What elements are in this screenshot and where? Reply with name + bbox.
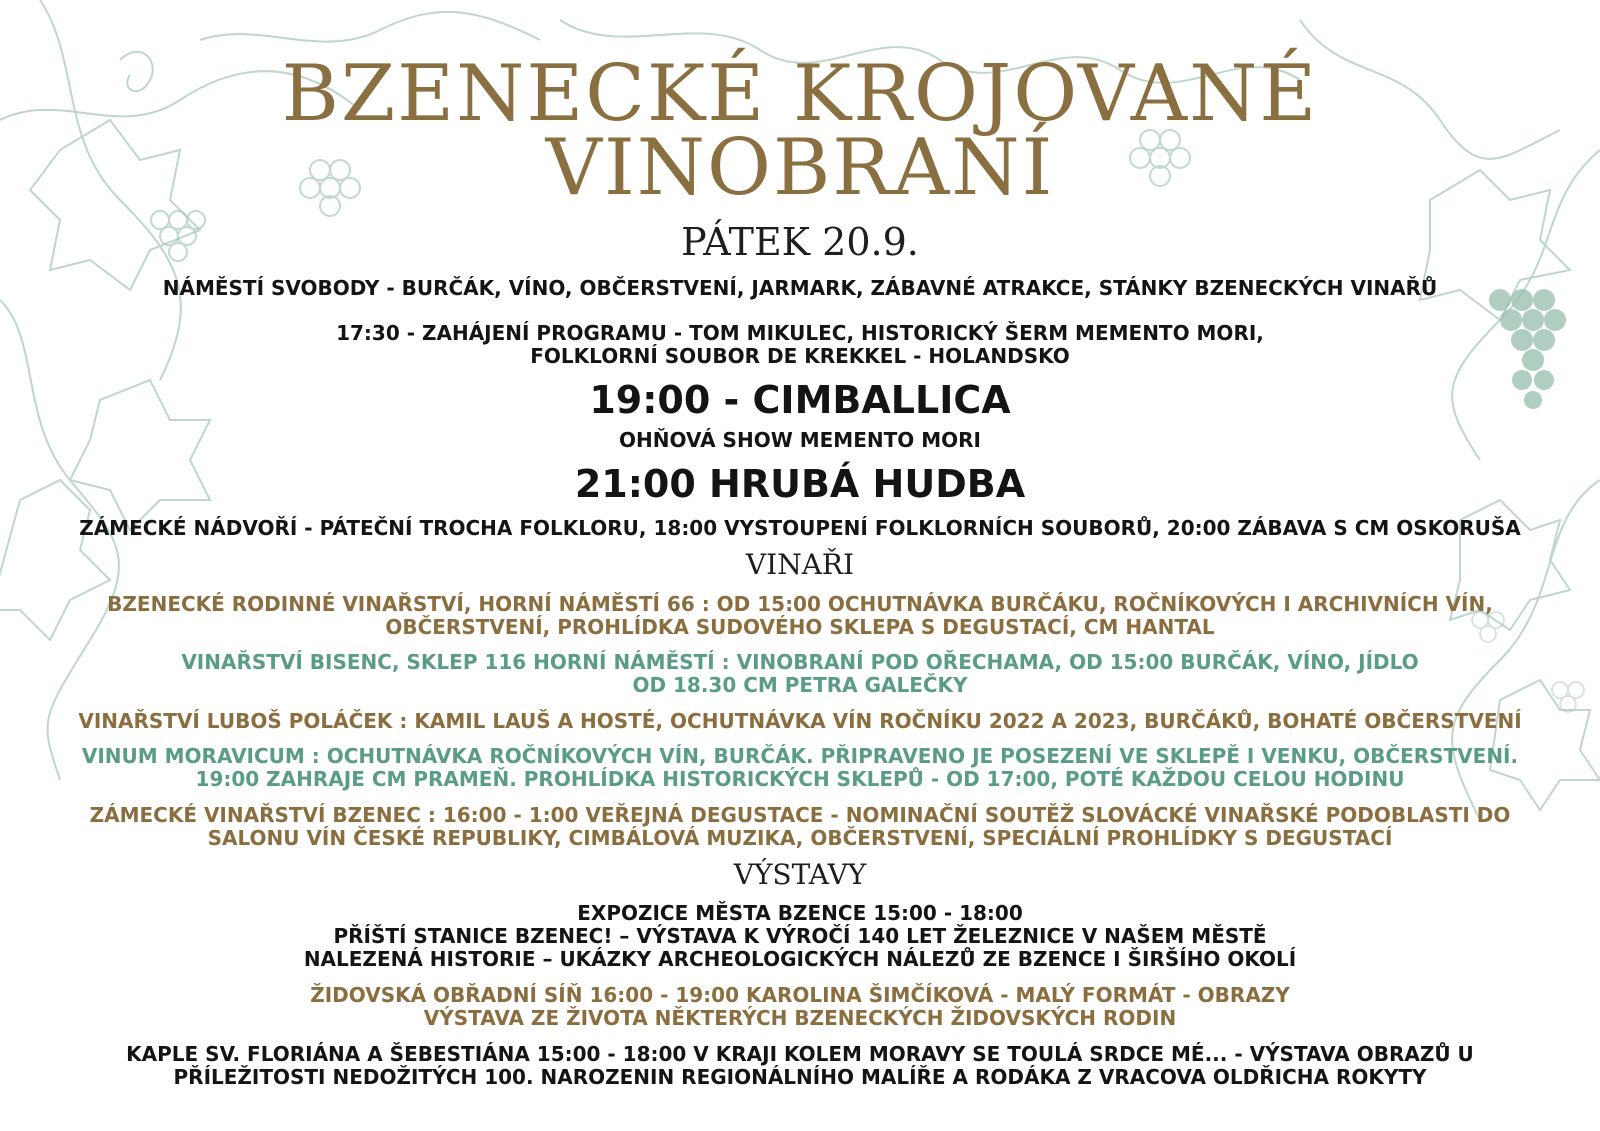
- expozice-line-3: NALEZENÁ HISTORIE – UKÁZKY ARCHEOLOGICKÝCH NÁLEZŮ ZE BZENCE I ŠIRŠÍHO OKOLÍ: [303, 947, 1297, 971]
- zamecke-vinarstvi-line-1: ZÁMECKÉ VINAŘSTVÍ BZENEC : 16:00 - 1:00 VEŘEJNÁ DEGUSTACE - NOMINAČNÍ SOUTĚŽ SLOVÁCKÉ VINAŘSKÉ PODOBLASTI DO: [89, 803, 1511, 827]
- vystavy-heading: VÝSTAVY: [733, 858, 867, 891]
- namesti-line: NÁMĚSTÍ SVOBODY - BURČÁK, VÍNO, OBČERSTVENÍ, JARMARK, ZÁBAVNÉ ATRAKCE, STÁNKY BZENECKÝCH VINAŘŮ: [162, 276, 1438, 300]
- expozice-line-1: EXPOZICE MĚSTA BZENCE 15:00 - 18:00: [577, 901, 1023, 925]
- zamek-line: ZÁMECKÉ NÁDVOŘÍ - PÁTEČNÍ TROCHA FOLKLORU, 18:00 VYSTOUPENÍ FOLKLORNÍCH SOUBORŮ, 20:00 ZÁBAVA S CM OSKORUŠA: [79, 516, 1521, 540]
- opening-line-1: 17:30 - ZAHÁJENÍ PROGRAMU - TOM MIKULEC, HISTORICKÝ ŠERM MEMENTO MORI,: [336, 321, 1264, 345]
- fireshow-line: OHŇOVÁ SHOW MEMENTO MORI: [619, 428, 981, 452]
- kaple-line-1: KAPLE SV. FLORIÁNA A ŠEBESTIÁNA 15:00 - 18:00 V KRAJI KOLEM MORAVY SE TOULÁ SRDCE MÉ... - VÝSTAVA OBRAZŮ U: [126, 1042, 1474, 1066]
- main-title-line-2: VINOBRANÍ: [545, 123, 1055, 213]
- zidovska-sin-line-1: ŽIDOVSKÁ OBŘADNÍ SÍŇ 16:00 - 19:00 KAROLINA ŠIMČÍKOVÁ - MALÝ FORMÁT - OBRAZY: [310, 983, 1290, 1007]
- expozice-line-2: PŘÍŠTÍ STANICE BZENEC! – VÝSTAVA K VÝROČÍ 140 LET ŽELEZNICE V NAŠEM MĚSTĚ: [333, 924, 1267, 948]
- opening-line-2: FOLKLORNÍ SOUBOR DE KREKKEL - HOLANDSKO: [530, 344, 1070, 368]
- moravicum-line-2: 19:00 ZAHRAJE CM PRAMEŇ. PROHLÍDKA HISTORICKÝCH SKLEPŮ - OD 17:00, POTÉ KAŽDOU CELOU HODINU: [195, 767, 1405, 791]
- moravicum-line-1: VINUM MORAVICUM : OCHUTNÁVKA ROČNÍKOVÝCH VÍN, BURČÁK. PŘIPRAVENO JE POSEZENÍ VE SKLEPĚ I VENKU, OBČERSTVENÍ.: [81, 744, 1519, 768]
- main-title-line-1: BZENECKÉ KROJOVANÉ: [281, 49, 1319, 139]
- vinari-heading: VINAŘI: [745, 548, 855, 581]
- cimballica-headline: 19:00 - CIMBALLICA: [589, 378, 1011, 422]
- zamecke-vinarstvi-line-2: SALONU VÍN ČESKÉ REPUBLIKY, CIMBÁLOVÁ MUZIKA, OBČERSTVENÍ, SPECIÁLNÍ PROHLÍDKY S DEGUSTACÍ: [207, 826, 1393, 850]
- bisenc-line-1: VINAŘSTVÍ BISENC, SKLEP 116 HORNÍ NÁMĚSTÍ : VINOBRANÍ POD OŘECHAMA, OD 15:00 BURČÁK, VÍNO, JÍDLO: [181, 650, 1419, 674]
- day-heading: PÁTEK 20.9.: [681, 220, 919, 264]
- kaple-line-2: PŘÍLEŽITOSTI NEDOŽITÝCH 100. NAROZENIN REGIONÁLNÍHO MALÍŘE A RODÁKA Z VRACOVA OLDŘICHA ROKYTY: [173, 1065, 1427, 1089]
- polacek-line: VINAŘSTVÍ LUBOŠ POLÁČEK : KAMIL LAUŠ A HOSTÉ, OCHUTNÁVKA VÍN ROČNÍKU 2022 A 2023, BURČÁKŮ, BOHATÉ OBČERSTVENÍ: [78, 709, 1522, 733]
- bisenc-line-2: OD 18.30 CM PETRA GALEČKY: [632, 673, 968, 697]
- zidovska-sin-line-2: VÝSTAVA ZE ŽIVOTA NĚKTERÝCH BZENECKÝCH ŽIDOVSKÝCH RODIN: [423, 1006, 1177, 1030]
- rodinne-vinarstvi-line-1: BZENECKÉ RODINNÉ VINAŘSTVÍ, HORNÍ NÁMĚSTÍ 66 : OD 15:00 OCHUTNÁVKA BURČÁKU, ROČNÍKOVÝCH I ARCHIVNÍCH VÍN,: [107, 592, 1493, 616]
- rodinne-vinarstvi-line-2: OBČERSTVENÍ, PROHLÍDKA SUDOVÉHO SKLEPA S DEGUSTACÍ, CM HANTAL: [385, 615, 1215, 639]
- hruba-hudba-headline: 21:00 HRUBÁ HUDBA: [574, 462, 1026, 506]
